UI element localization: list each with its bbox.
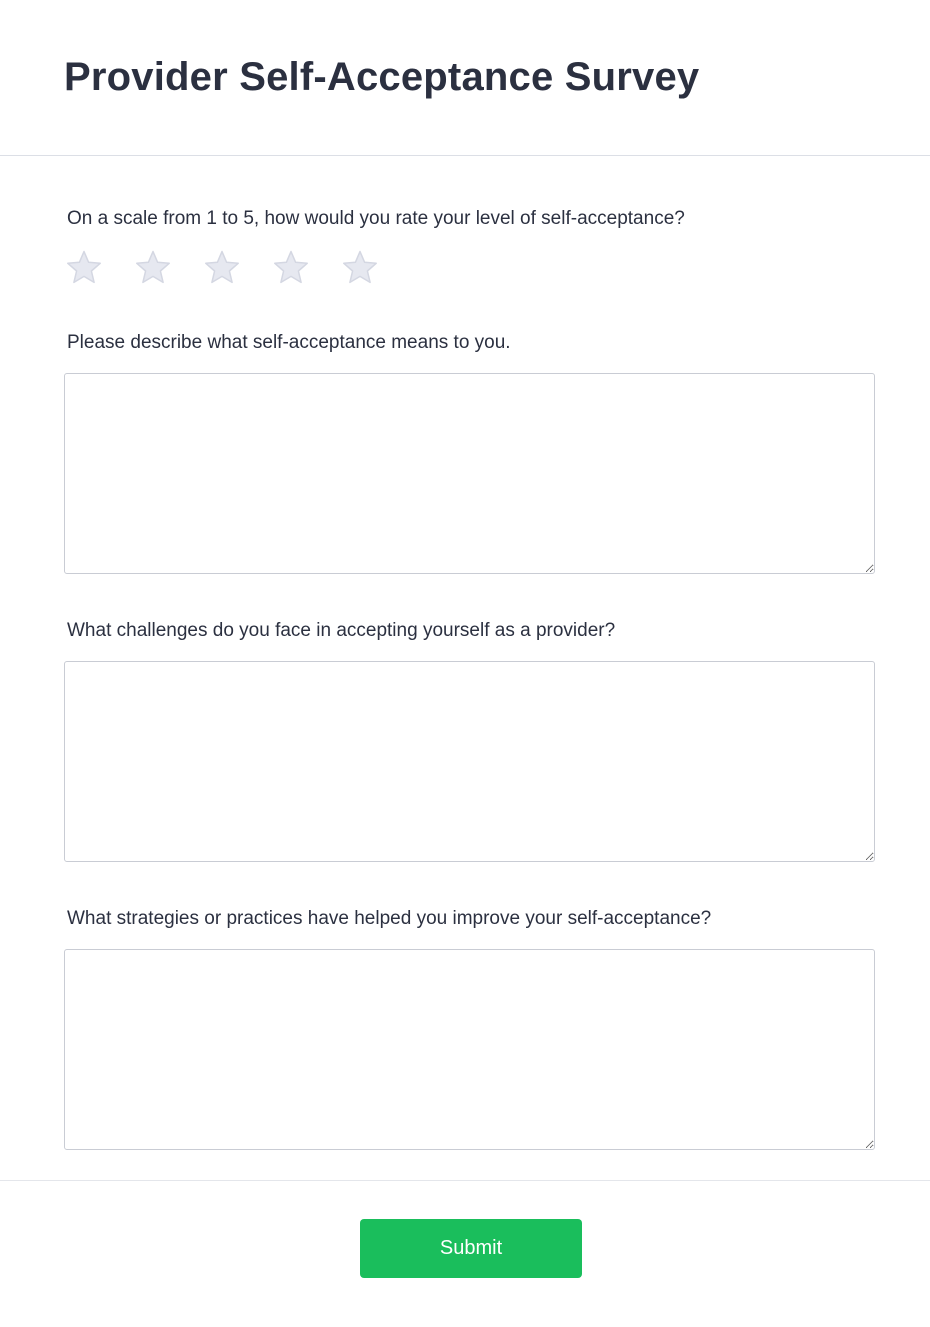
page-title: Provider Self-Acceptance Survey bbox=[64, 55, 700, 99]
strategies-answer-textarea[interactable] bbox=[64, 949, 875, 1150]
form-footer bbox=[0, 1180, 930, 1327]
meaning-question-label: Please describe what self-acceptance means to you. bbox=[67, 332, 511, 353]
challenges-question-label: What challenges do you face in accepting yourself as a provider? bbox=[67, 620, 616, 641]
challenges-answer-textarea[interactable] bbox=[64, 661, 875, 862]
star-4-icon[interactable] bbox=[271, 248, 311, 288]
page-header bbox=[0, 0, 930, 156]
strategies-question-label: What strategies or practices have helped you improve your self-acceptance? bbox=[67, 908, 712, 929]
submit-button[interactable]: Submit bbox=[360, 1219, 582, 1278]
star-3-icon[interactable] bbox=[202, 248, 242, 288]
star-rating bbox=[64, 248, 409, 288]
meaning-answer-textarea[interactable] bbox=[64, 373, 875, 574]
rating-question-label: On a scale from 1 to 5, how would you rate your level of self-acceptance? bbox=[67, 208, 685, 229]
star-1-icon[interactable] bbox=[64, 248, 104, 288]
star-2-icon[interactable] bbox=[133, 248, 173, 288]
star-5-icon[interactable] bbox=[340, 248, 380, 288]
